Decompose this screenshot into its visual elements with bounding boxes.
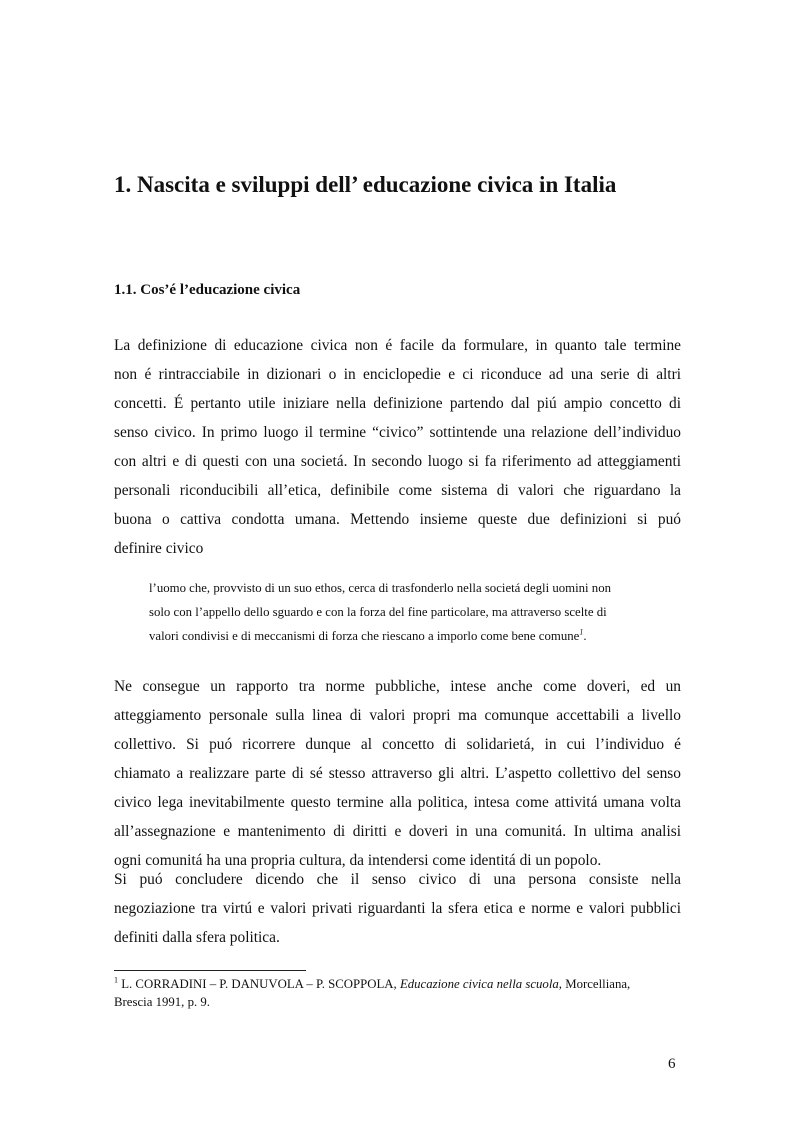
text-line: definiti dalla sfera politica. (114, 929, 280, 946)
text-line: La definizione di educazione civica non é facile da formulare, in quanto tale termine (114, 337, 681, 354)
section-title: 1.1. Cos’é l’educazione civica (114, 282, 301, 298)
quote-line (149, 624, 659, 648)
text-line: chiamato a realizzare parte di sé stesso attraverso gli altri. L’aspetto collettivo del senso (114, 765, 681, 782)
text-line: buona o cattiva condotta umana. Mettendo insieme queste due definizioni si puó (114, 511, 681, 528)
paragraph-conclusion (114, 865, 681, 952)
text-line: atteggiamento personale sulla linea di valori propri ma comunque accettabili a livello (114, 707, 681, 724)
text-line: senso civico. In primo luogo il termine “civico” sottintende una relazione dell’individuo (114, 424, 681, 441)
quote-end-punct: . (583, 629, 587, 643)
quote-line: solo con l’appello dello sguardo e con la forza del fine particolare, ma attraverso scelte di (149, 605, 607, 619)
footnote-authors: L. CORRADINI – P. DANUVOLA – P. SCOPPOLA, (118, 977, 400, 991)
footnote-book-title: Educazione civica nella scuola, (399, 977, 562, 991)
footnote-divider (114, 970, 306, 971)
text-line: non é rintracciabile in dizionari o in enciclopedie e ci riconduce ad una serie di altri (114, 366, 681, 383)
footnote-reference: 1 (579, 627, 584, 637)
paragraph-consequence (114, 672, 681, 875)
text-line: personali riconducibili all’etica, definibile come sistema di valori che riguardano la (114, 482, 681, 499)
chapter-title: 1. Nascita e sviluppi dell’ educazione civica in Italia (114, 172, 617, 197)
text-line: negoziazione tra virtú e valori privati riguardanti la sfera etica e norme e valori pubblici (114, 900, 681, 917)
footnote-number: 1 (114, 975, 118, 985)
text-line: all’assegnazione e mantenimento di diritti e doveri in una comunitá. In ultima analisi (114, 823, 681, 840)
paragraph-definition (114, 331, 681, 563)
footnote (114, 975, 674, 1011)
text-line: Ne consegue un rapporto tra norme pubbliche, intese anche come doveri, ed un (114, 678, 681, 695)
text-line: collettivo. Si puó ricorrere dunque al concetto di solidarietá, in cui l’individuo é (114, 736, 681, 753)
quote-line: l’uomo che, provvisto di un suo ethos, cerca di trasfonderlo nella societá degli uomini non (149, 581, 611, 595)
footnote-place-year: Brescia 1991, p. 9. (114, 995, 210, 1009)
footnote-publisher: Morcelliana, (562, 977, 631, 991)
text-line: Si puó concludere dicendo che il senso civico di una persona consiste nella (114, 871, 681, 888)
text-line: definire civico (114, 540, 204, 557)
text-line: civico lega inevitabilmente questo termine alla politica, intesa come attivitá umana volta (114, 794, 681, 811)
page-number: 6 (668, 1056, 676, 1072)
text-line: ogni comunitá ha una propria cultura, da intendersi come identitá di un popolo. (114, 852, 602, 869)
block-quote (149, 576, 659, 648)
text-line: concetti. É pertanto utile iniziare nella definizione partendo dal piú ampio concetto di (114, 395, 681, 412)
quote-line-text: valori condivisi e di meccanismi di forza che riescano a imporlo come bene comune (149, 629, 580, 643)
text-line: con altri e di questi con una societá. In secondo luogo si fa riferimento ad atteggiamenti (114, 453, 681, 470)
